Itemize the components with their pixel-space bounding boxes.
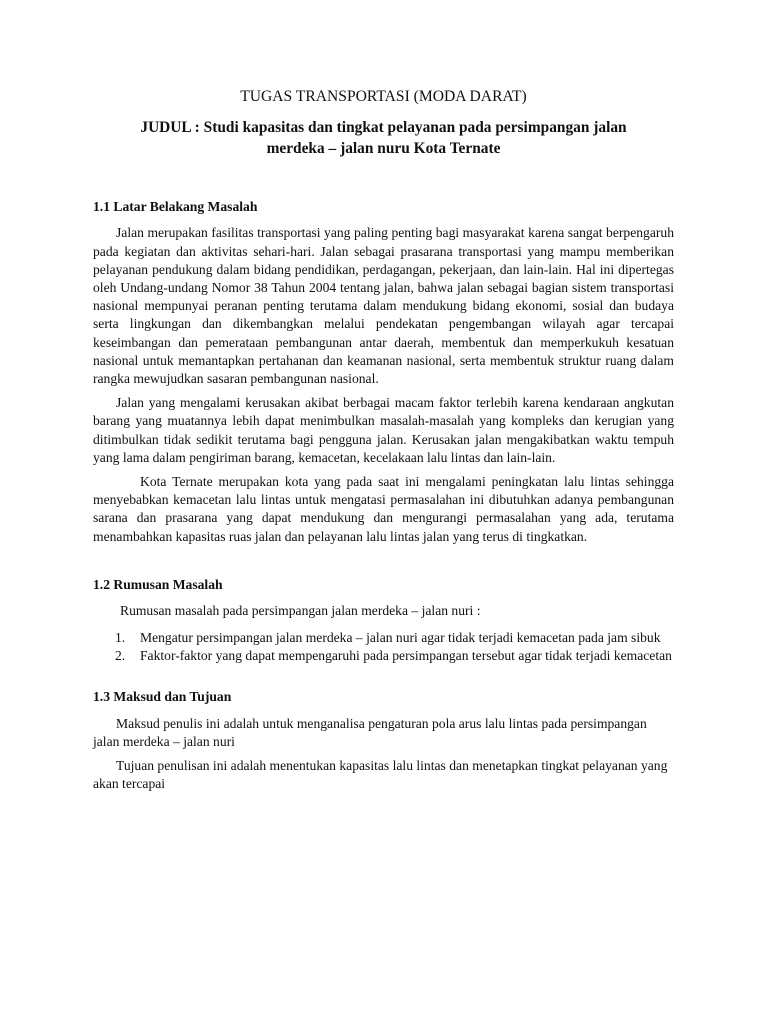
section-3-heading: 1.3 Maksud dan Tujuan: [93, 688, 232, 704]
list-item-number: 2.: [115, 648, 126, 664]
list-item-number: 1.: [115, 630, 126, 646]
section-3-paragraph-1: Maksud penulis ini adalah untuk menganalisa pengaturan pola arus lalu lintas pada persimpangan jalan merdeka – jalan nuri: [93, 715, 647, 750]
list-item-text: Mengatur persimpangan jalan merdeka – jalan nuri agar tidak terjadi kemacetan pada jam sibuk: [140, 630, 661, 646]
list-item: [93, 647, 674, 665]
document-content: [93, 88, 674, 800]
section-2-list: [93, 629, 674, 665]
document-title: TUGAS TRANSPORTASI (MODA DARAT): [240, 88, 527, 105]
section-1-paragraph-1: Jalan merupakan fasilitas transportasi yang paling penting bagi masyarakat karena sangat berpengaruh pada kegiatan dan aktivitas sehari-hari. Jalan sebagai prasarana transportasi yang mampu memberikan pelayanan pendukung dalam bidang pendidikan, perdagangan, pekerjaan, dan lain-lain. Hal ini dipertegas oleh Undang-undang Nomor 38 Tahun 2004 tentang jalan, bahwa jalan sebagai bagian sistem transportasi nasional mempunyai peranan penting terutama dalam mendukung bidang ekonomi, sosial dan budaya serta lingkungan dan dikembangkan melalui pendekatan pengembangan wilayah agar tercapai keseimbangan dan pemerataan pembangunan antar daerah, membentuk dan memperkukuh kesatuan nasional untuk memantapkan pertahanan dan keamanan nasional, serta membentuk struktur ruang dalam rangka mewujudkan sasaran pembangunan nasional.: [93, 225, 674, 387]
list-item-text: Faktor-faktor yang dapat mempengaruhi pada persimpangan tersebut agar tidak terjadi kemacetan: [140, 648, 672, 664]
section-1-heading: 1.1 Latar Belakang Masalah: [93, 199, 258, 215]
subtitle-line-2: merdeka – jalan nuru Kota Ternate: [266, 140, 501, 158]
list-item: [93, 629, 674, 647]
document-subtitle: [93, 117, 674, 159]
section-2-intro: Rumusan masalah pada persimpangan jalan merdeka – jalan nuri :: [120, 603, 481, 619]
section-1-paragraph-2: Jalan yang mengalami kerusakan akibat berbagai macam faktor terlebih karena kendaraan angkutan barang yang muatannya lebih dapat menimbulkan masalah-masalah yang kompleks dan kerugian yang ditimbulkan tidak sedikit terutama bagi pengguna jalan. Kerusakan jalan mengakibatkan waktu tempuh yang lama dalam pengiriman barang, kemacetan, kecelakaan lalu lintas dan lain-lain.: [93, 395, 674, 465]
subtitle-line-1: JUDUL : Studi kapasitas dan tingkat pelayanan pada persimpangan jalan: [140, 119, 627, 137]
section-3-paragraph-2: Tujuan penulisan ini adalah menentukan kapasitas lalu lintas dan menetapkan tingkat pelayanan yang akan tercapai: [93, 758, 668, 792]
section-1-paragraph-3: Kota Ternate merupakan kota yang pada saat ini mengalami peningkatan lalu lintas sehingga menyebabkan kemacetan lalu lintas untuk mengatasi permasalahan ini dibutuhkan adanya pembangunan sarana dan prasarana yang dapat mendukung dan mengurangi permasalahan yang ada, terutama menambahkan kapasitas ruas jalan dan pelayanan lalu lintas jalan yang terus di tingkatkan.: [93, 474, 674, 544]
section-2-heading: 1.2 Rumusan Masalah: [93, 576, 223, 592]
